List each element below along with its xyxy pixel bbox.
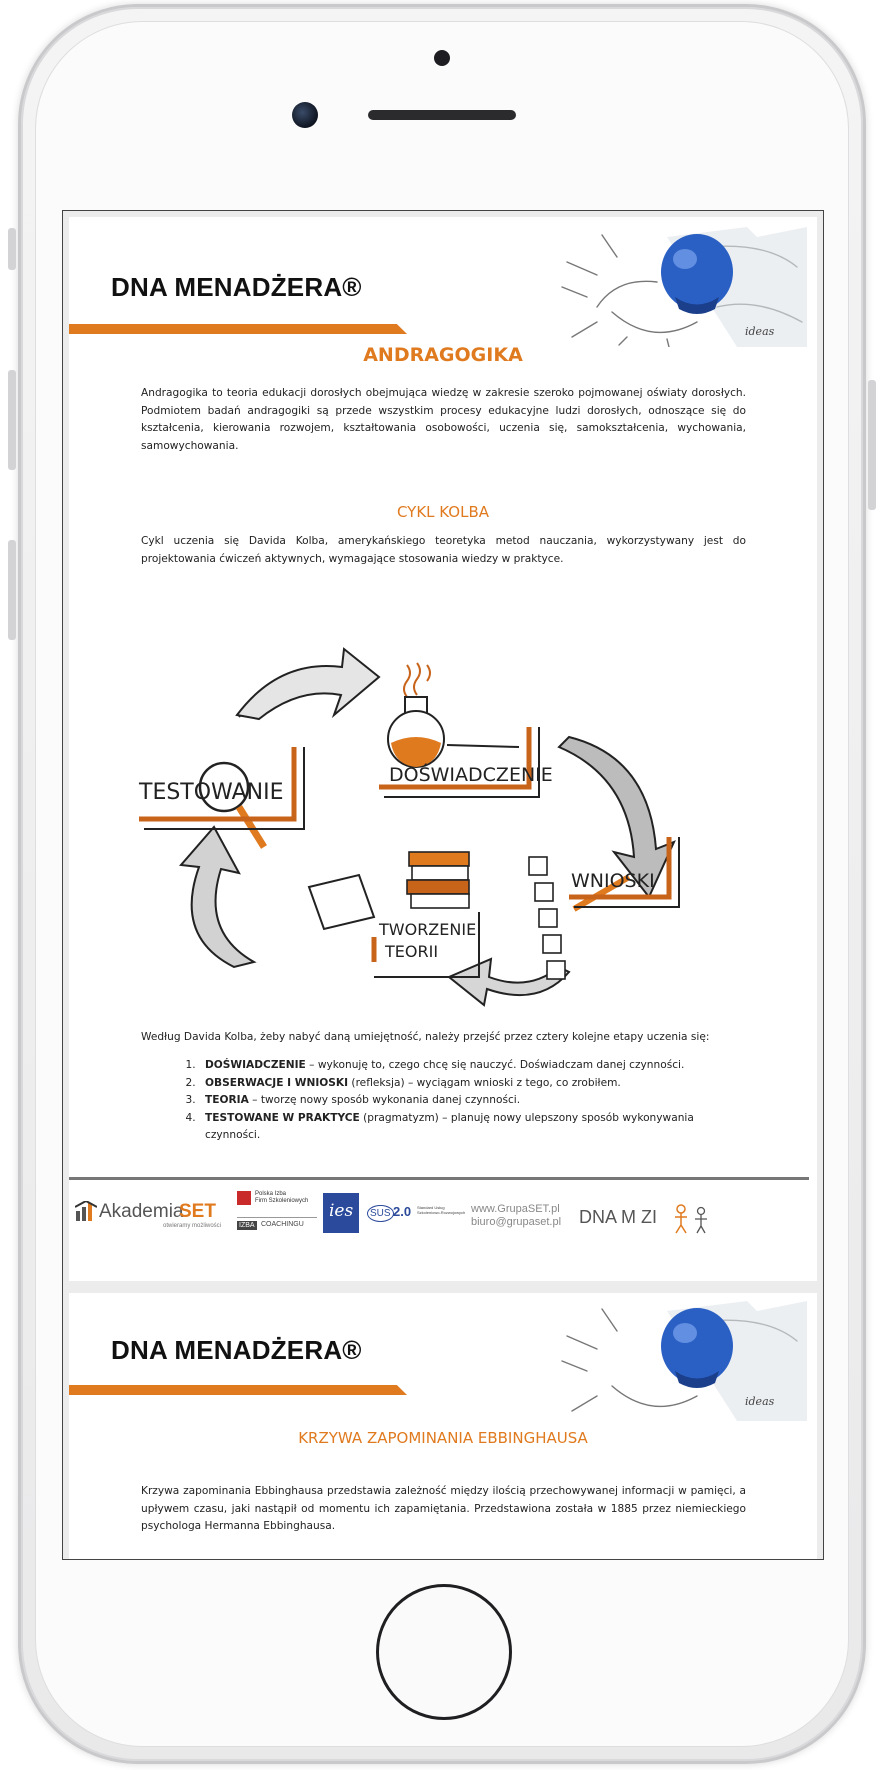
- brand-title: DNA MENADŻERA®: [111, 1335, 362, 1365]
- volume-up-button: [8, 370, 16, 470]
- section-title-cykl-kolba: CYKL KOLBA: [396, 503, 490, 521]
- label-doswiadczenie: DOŚWIADCZENIE: [389, 764, 553, 786]
- dna-figures-icon: [671, 1201, 713, 1235]
- ies-logo-text: ies: [329, 1201, 354, 1221]
- pifs-text-1: Polska Izba: [255, 1191, 287, 1197]
- paragraph-andragogika: Andragogika to teoria edukacji dorosłych obejmująca wiedzę w zakresie szeroko pojmowanej oświaty dorosłych. Podmiotem badań andragogiki są przede wszystkim procesy edukacyjne ludzi dorosłych, odnoszące się do kształcenia, kierowania rozwojem, kształtowania osobowości, uczenia się, samokształcenia, wychowania, samowychowania.: [141, 387, 746, 452]
- akademia-chart-icon: [75, 1201, 97, 1221]
- mute-switch: [8, 228, 16, 270]
- dna-logo: [579, 1201, 717, 1235]
- sus-tagline: Standard Usług Szkoleniowo-Rozwojowych: [417, 1205, 466, 1215]
- earpiece-speaker: [368, 110, 516, 120]
- sus-version: 2.0: [393, 1204, 412, 1219]
- step-text: (refleksja) – wyciągam wnioski z tego, co zrobiłem.: [348, 1076, 621, 1089]
- izba-label: IZBA: [239, 1222, 255, 1229]
- pifs-flag-icon: [237, 1191, 251, 1205]
- list-item: [199, 1092, 746, 1110]
- list-item: [199, 1075, 746, 1093]
- grupaset-contact: [471, 1203, 571, 1233]
- label-teorii: TEORII: [385, 942, 439, 961]
- sus-logo-text: SUS: [367, 1205, 394, 1222]
- front-camera: [292, 102, 318, 128]
- header-art-caption: ideas: [745, 1395, 775, 1408]
- section-title-andragogika: ANDRAGOGIKA: [363, 344, 523, 366]
- step-term: TEORIA: [205, 1094, 249, 1106]
- proximity-sensor: [434, 50, 450, 66]
- pifs-text-2: Firm Szkoleniowych: [255, 1198, 309, 1204]
- footer-divider: [69, 1177, 809, 1180]
- step-text: – tworzę nowy sposób wykonania danej czynności.: [248, 1094, 521, 1106]
- label-testowanie: TESTOWANIE: [139, 780, 284, 805]
- list-item: [199, 1110, 746, 1145]
- email-text: biuro@grupaset.pl: [471, 1216, 562, 1228]
- akademia-logo-text: Akademia: [99, 1201, 184, 1222]
- paragraph-ebbinghaus: Krzywa zapominania Ebbinghausa przedstawia zależność między ilością przechowywanej informacji w pamięci, a upływem czasu, jaki nastąpił od momentu ich zapamiętania. Przedstawiona została w 1885 przez niemieckiego psychologa Hermanna Ebbinghausa.: [141, 1485, 746, 1533]
- books-icon: [309, 852, 469, 929]
- document-page-2: [69, 1293, 817, 1560]
- header-lightbulb-illustration: [557, 1301, 807, 1421]
- document-page-1: [69, 217, 817, 1281]
- home-button[interactable]: [376, 1584, 512, 1720]
- kolb-cycle-diagram: [129, 647, 759, 1007]
- website-text: www.GrupaSET.pl: [471, 1203, 560, 1215]
- step-term: TESTOWANE W PRAKTYCE: [205, 1111, 360, 1124]
- pifs-logo: [237, 1191, 317, 1241]
- arrow-top-left: [237, 649, 379, 719]
- step-term: DOŚWIADCZENIE: [205, 1059, 306, 1071]
- arrow-left-up: [181, 827, 254, 967]
- power-button: [868, 380, 876, 510]
- akademia-set-logo: [75, 1199, 225, 1239]
- set-logo-text: SET: [179, 1201, 216, 1222]
- flask-icon: [388, 663, 519, 767]
- paragraph-cykl-kolba: Cykl uczenia się Davida Kolba, amerykańskiego teoretyka metod nauczania, wykorzystywany jest do projektowania ćwiczeń aktywnych, wymagające stosowania wiedzy w praktyce.: [141, 535, 746, 565]
- dna-logo-text: DNA M ZI: [579, 1207, 658, 1227]
- step-term: OBSERWACJE I WNIOSKI: [205, 1076, 349, 1089]
- ies-logo: [323, 1193, 359, 1233]
- header-lightbulb-illustration: [557, 227, 807, 347]
- label-wnioski: WNIOSKI: [571, 870, 655, 892]
- list-item: [199, 1057, 746, 1075]
- paragraph-etapy: Według Davida Kolba, żeby nabyć daną umiejętność, należy przejść przez cztery kolejne etapy uczenia się:: [141, 1031, 710, 1043]
- header-art-caption: ideas: [745, 325, 775, 338]
- section-title-ebbinghaus: KRZYWA ZAPOMINANIA EBBINGHAUSA: [298, 1429, 588, 1447]
- label-tworzenie: TWORZENIE: [379, 920, 477, 939]
- brand-title: DNA MENADŻERA®: [111, 272, 362, 302]
- header-accent-bar: [69, 324, 407, 334]
- step-text: – wykonuję to, czego chcę się nauczyć. Doświadczam danej czynności.: [305, 1059, 685, 1071]
- screen[interactable]: [62, 210, 824, 1560]
- header-accent-bar: [69, 1385, 407, 1395]
- sus-logo: [367, 1203, 467, 1227]
- volume-down-button: [8, 540, 16, 640]
- coachingu-label: COACHINGU: [261, 1221, 304, 1228]
- footer-logos: [75, 1189, 809, 1251]
- step-text: (pragmatyzm) – planuję nowy ulepszony sposób wykonywania czynności.: [205, 1111, 694, 1141]
- steps-list: [141, 1057, 746, 1145]
- akademia-tagline: otwieramy możliwości: [163, 1223, 222, 1229]
